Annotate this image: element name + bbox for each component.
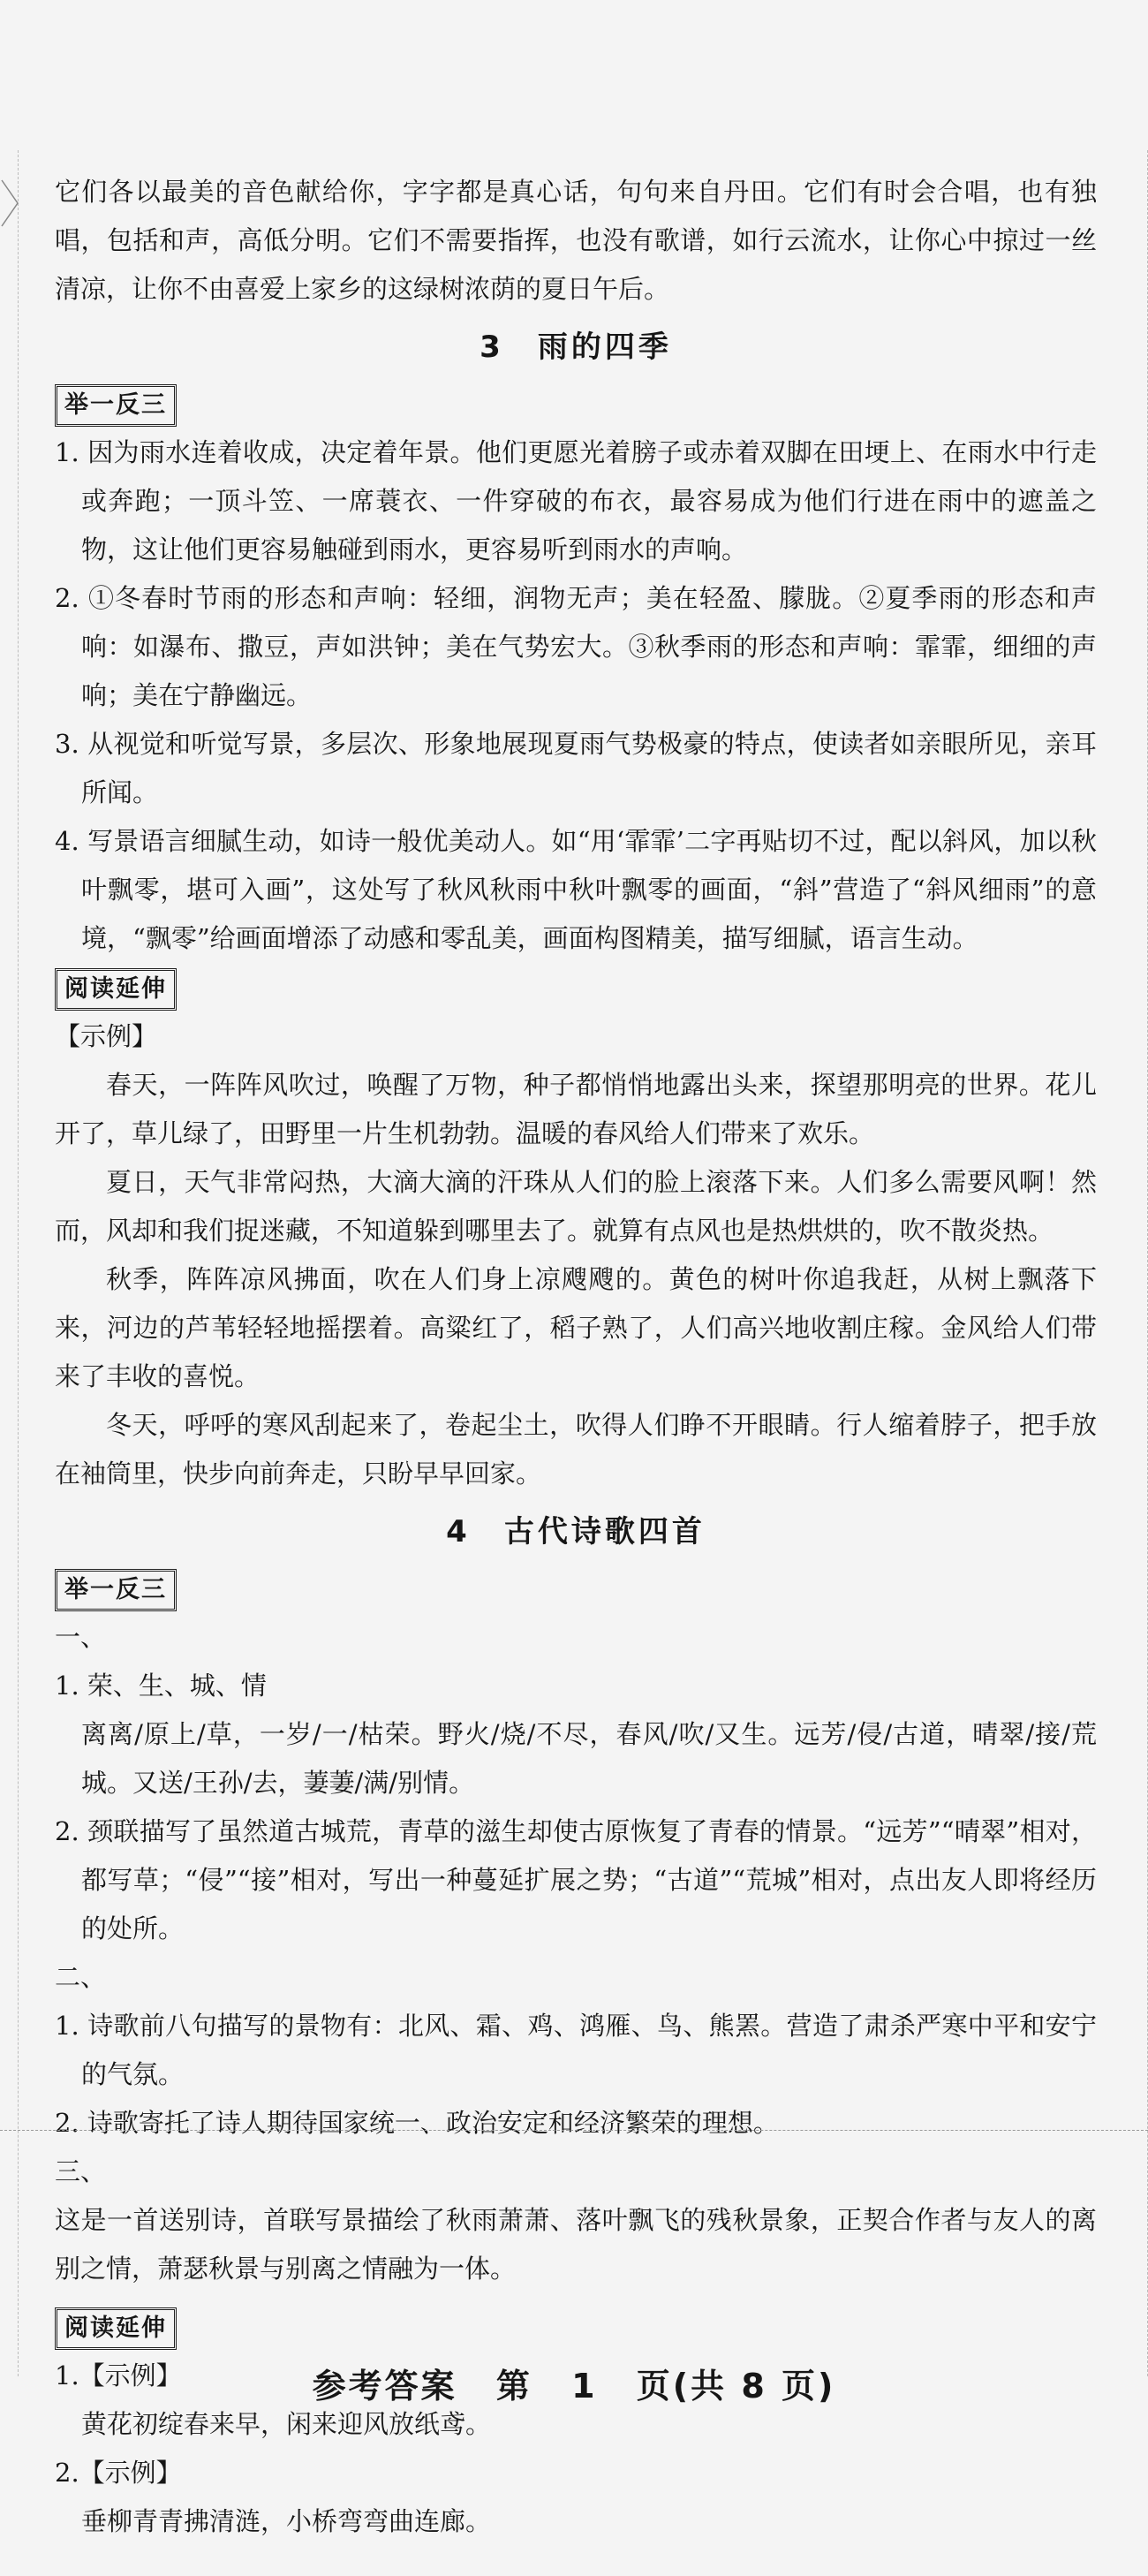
page-content — [55, 168, 1097, 2546]
s4-part1-poem-division: 离离/原上/草，一岁/一/枯荣。野火/烧/不尽，春风/吹/又生。远芳/侵/古道，晴翠/接/荒城。又送/王孙/去，萋萋/满/别情。 — [81, 1719, 1097, 1798]
s4-part2-item-2: 2. 诗歌寄托了诗人期待国家统一、政治安定和经济繁荣的理想。 — [55, 2108, 779, 2138]
footer-page-number: 1 — [571, 2367, 598, 2406]
s4-part1-item-1: 1. 荣、生、城、情 — [55, 1671, 267, 1701]
s3-example-winter: 冬天，呼呼的寒风刮起来了，卷起尘土，吹得人们睁不开眼睛。行人缩着脖子，把手放在袖筒里，快步向前奔走，只盼早早回家。 — [55, 1410, 1097, 1489]
s4-part2-item-1: 1. 诗歌前八句描写的景物有：北风、霜、鸡、鸿雁、鸟、熊罴。营造了肃杀严寒中平和安宁的气氛。 — [55, 2011, 1097, 2089]
section-3-practice-tag: 举一反三 — [55, 384, 177, 427]
binding-rule-left — [18, 150, 19, 2376]
section-4-title: 4 古代诗歌四首 — [446, 1514, 706, 1549]
fold-mark-icon — [0, 177, 21, 230]
section-4-reading-tag: 阅读延伸 — [55, 2307, 177, 2350]
footer-total-pages: (共 8 页) — [672, 2367, 836, 2406]
s4-part2-label: 二、 — [55, 1962, 107, 1992]
s3-example-autumn: 秋季，阵阵凉风拂面，吹在人们身上凉飕飕的。黄色的树叶你追我赶，从树上飘落下来，河边的芦苇轻轻地摇摆着。高粱红了，稻子熟了，人们高兴地收割庄稼。金风给人们带来了丰收的喜悦。 — [55, 1264, 1097, 1391]
s4-ext-label-2: 2.【示例】 — [55, 2458, 182, 2488]
page-footer — [0, 2359, 1148, 2407]
s3-example-label: 【示例】 — [55, 1021, 158, 1051]
footer-di: 第 — [495, 2367, 532, 2406]
s3-example-summer: 夏日，天气非常闷热，大滴大滴的汗珠从人们的脸上滚落下来。人们多么需要风啊！然而，风却和我们捉迷藏，不知道躲到哪里去了。就算有点风也是热烘烘的，吹不散炎热。 — [55, 1167, 1097, 1246]
section-3-reading-tag: 阅读延伸 — [55, 968, 177, 1011]
s3-example-spring: 春天，一阵阵风吹过，唤醒了万物，种子都悄悄地露出头来，探望那明亮的世界。花儿开了，草儿绿了，田野里一片生机勃勃。温暖的春风给人们带来了欢乐。 — [55, 1070, 1097, 1148]
s4-part1-item-2: 2. 颈联描写了虽然道古城荒，青草的滋生却使古原恢复了青春的情景。“远芳”“晴翠”相对，都写草；“侵”“接”相对，写出一种蔓延扩展之势；“古道”“荒城”相对，点出友人即将经历的处所。 — [55, 1816, 1097, 1943]
s3-answer-2: 2. ①冬春时节雨的形态和声响：轻细，润物无声；美在轻盈、朦胧。②夏季雨的形态和声响：如瀑布、撒豆，声如洪钟；美在气势宏大。③秋季雨的形态和声响：霏霏，细细的声响；美在宁静幽远。 — [55, 583, 1097, 710]
s3-answer-3: 3. 从视觉和听觉写景，多层次、形象地展现夏雨气势极豪的特点，使读者如亲眼所见，亲耳所闻。 — [55, 729, 1097, 807]
page-divider — [0, 2130, 1148, 2131]
s4-ext-label-1: 1.【示例】 — [55, 2360, 182, 2390]
s3-answer-4: 4. 写景语言细腻生动，如诗一般优美动人。如“用‘霏霏’二字再贴切不过，配以斜风，加以秋叶飘零，堪可入画”，这处写了秋风秋雨中秋叶飘零的画面，“斜”营造了“斜风细雨”的意境，“飘零”给画面增添了动感和零乱美，画面构图精美，描写细腻，语言生动。 — [55, 826, 1097, 953]
s4-ext-example-1: 黄花初绽春来早，闲来迎风放纸鸢。 — [81, 2409, 492, 2439]
intro-paragraph: 它们各以最美的音色献给你，字字都是真心话，句句来自丹田。它们有时会合唱，也有独唱，包括和声，高低分明。它们不需要指挥，也没有歌谱，如行云流水，让你心中掠过一丝清凉，让你不由喜爱上家乡的这绿树浓荫的夏日午后。 — [55, 177, 1097, 304]
s4-part1-label: 一、 — [55, 1622, 107, 1652]
footer-label: 参考答案 — [312, 2367, 457, 2406]
section-3-title: 3 雨的四季 — [480, 330, 672, 365]
s3-answer-1: 1. 因为雨水连着收成，决定着年景。他们更愿光着膀子或赤着双脚在田埂上、在雨水中行走或奔跑；一顶斗笠、一席蓑衣、一件穿破的布衣，最容易成为他们行进在雨中的遮盖之物，这让他们更容易触碰到雨水，更容易听到雨水的声响。 — [55, 437, 1097, 564]
s4-part3-text: 这是一首送别诗，首联写景描绘了秋雨萧萧、落叶飘飞的残秋景象，正契合作者与友人的离别之情，萧瑟秋景与别离之情融为一体。 — [55, 2205, 1097, 2284]
s4-ext-example-2: 垂柳青青拂清涟，小桥弯弯曲连廊。 — [81, 2506, 492, 2536]
footer-ye: 页 — [636, 2367, 673, 2406]
section-4-practice-tag: 举一反三 — [55, 1569, 177, 1611]
s4-part3-label: 三、 — [55, 2156, 107, 2186]
